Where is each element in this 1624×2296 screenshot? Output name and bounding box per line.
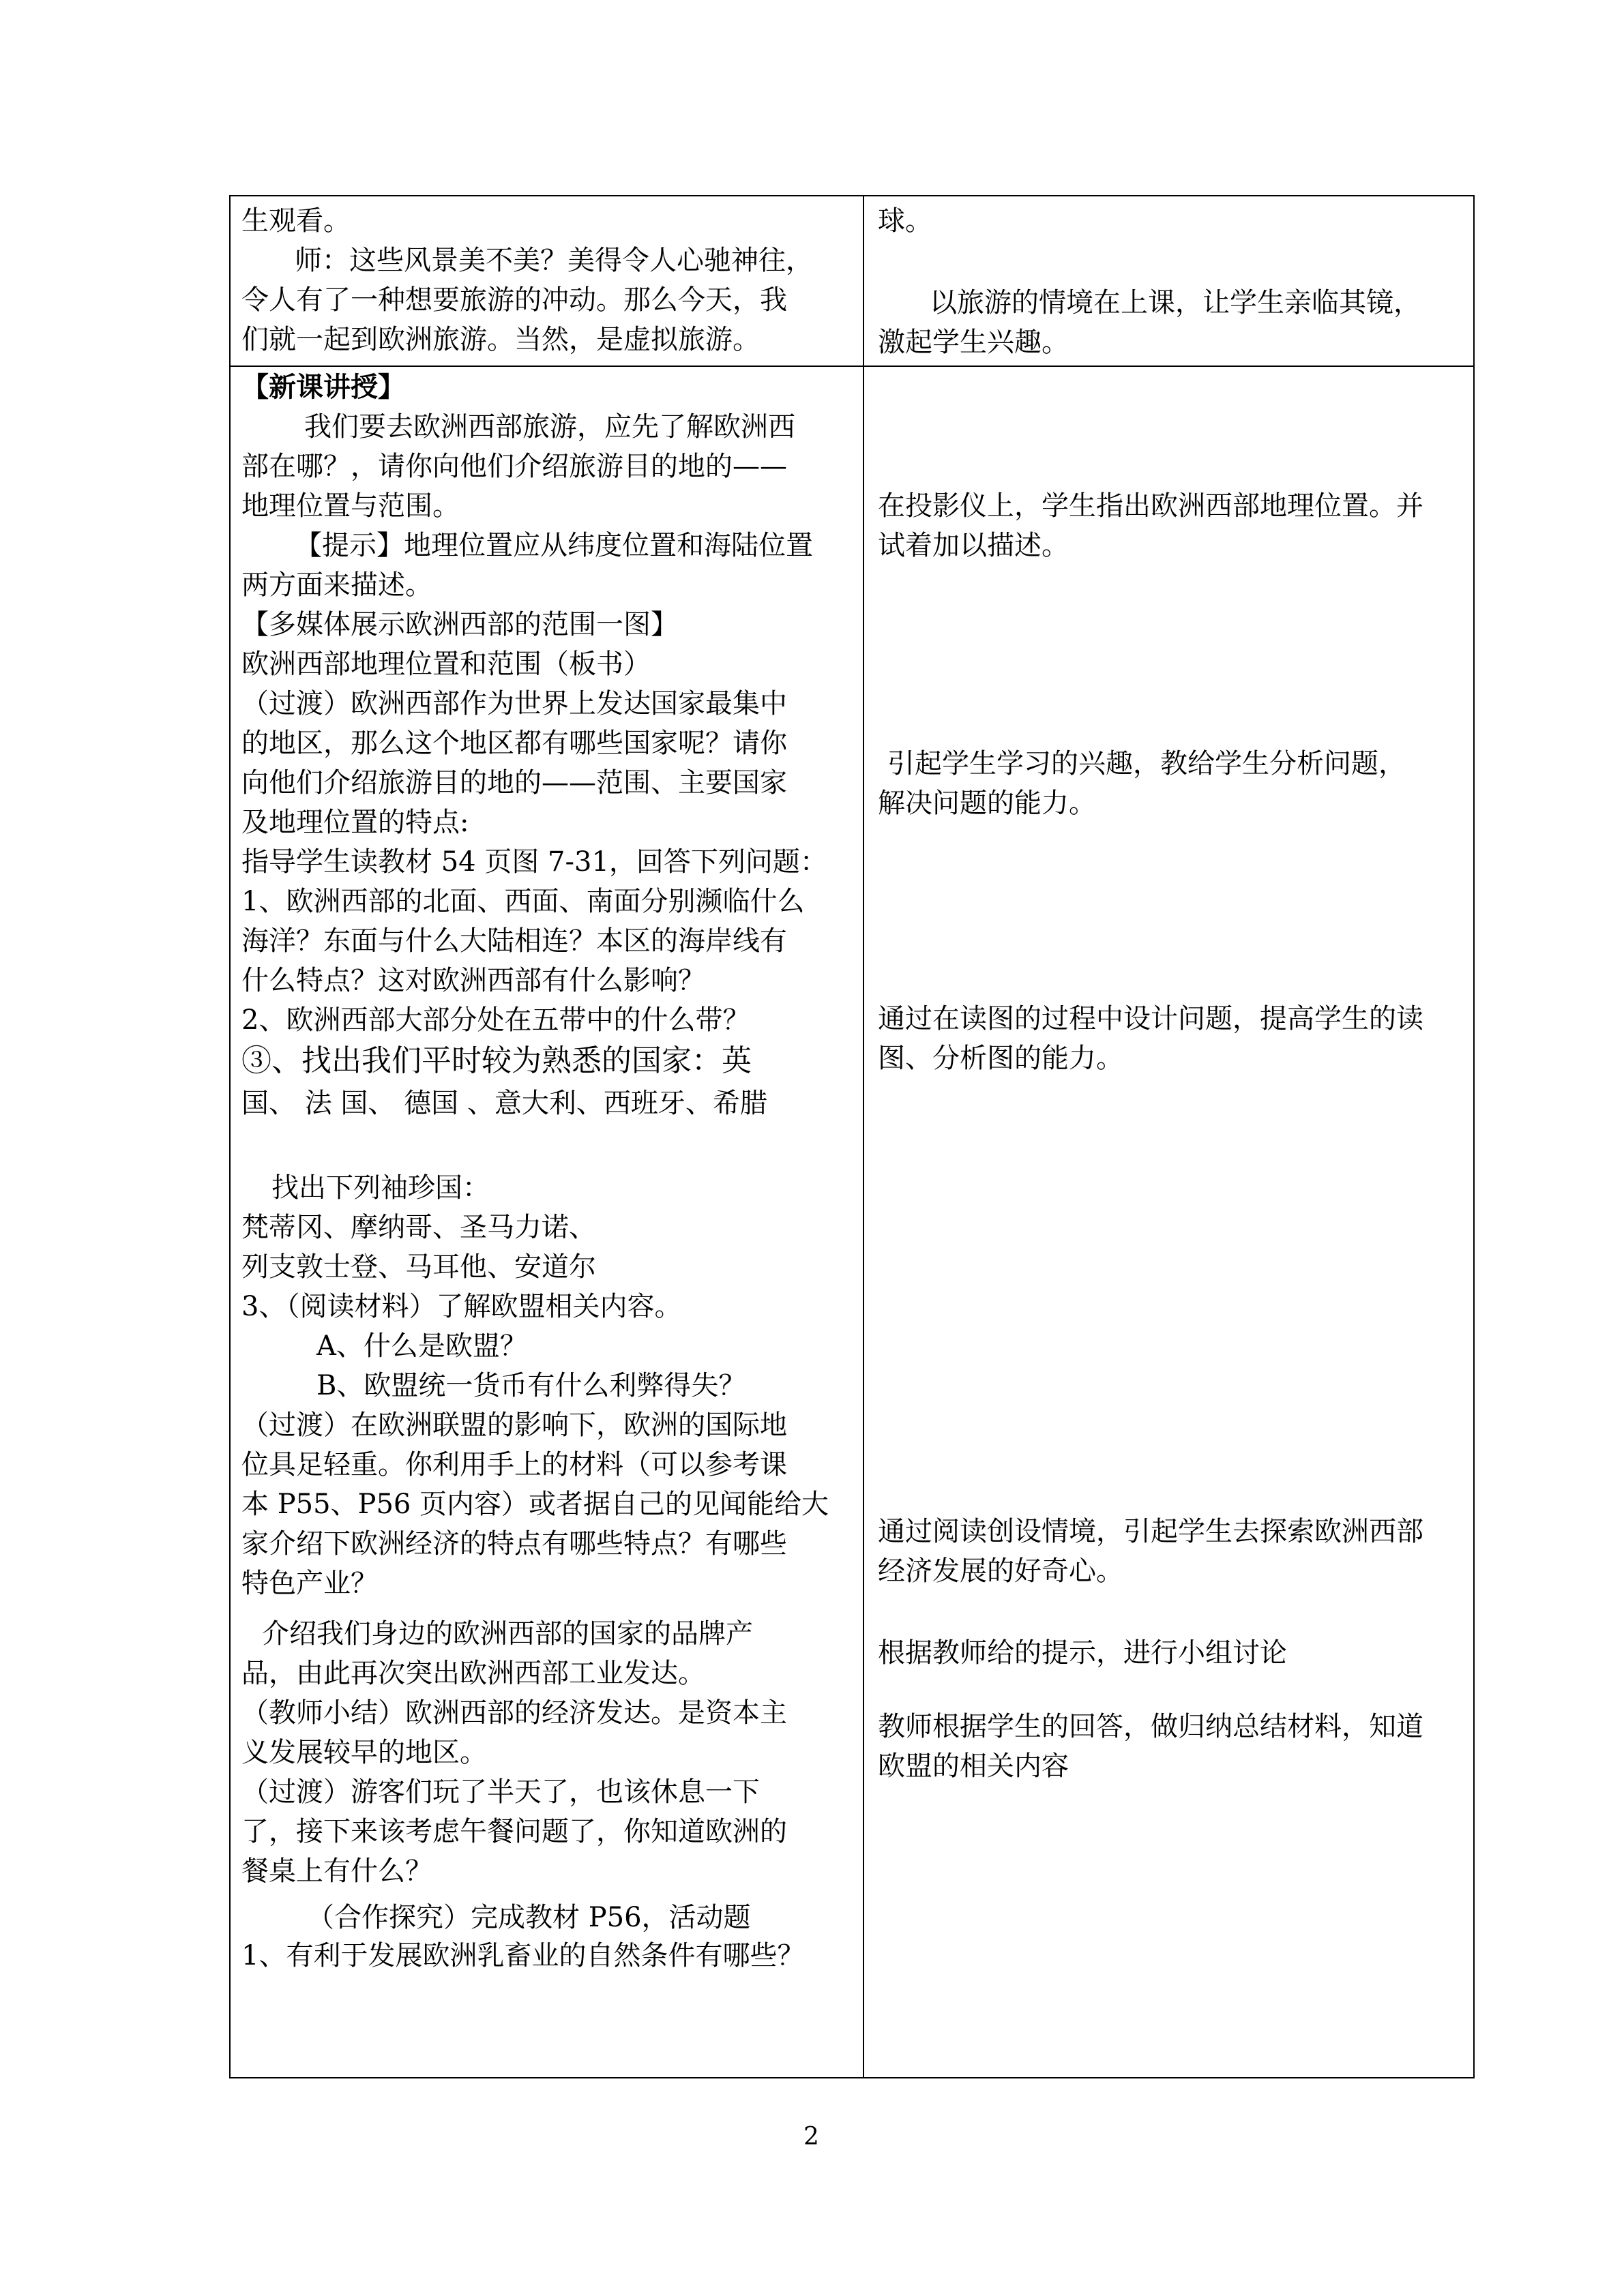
text-line: ③、找出我们平时较为熟悉的国家：英 (241, 1043, 752, 1078)
text-line: 及地理位置的特点: (241, 807, 469, 838)
text-line: 了，接下来该考虑午餐问题了，你知道欧洲的 (241, 1816, 787, 1847)
text-line: 3、（阅读材料）了解欧盟相关内容。 (241, 1291, 682, 1322)
section-heading: 【新课讲授】 (241, 371, 405, 403)
text-line: 餐桌上有什么？ (241, 1855, 432, 1887)
text-line: 两方面来描述。 (241, 569, 432, 601)
text-line: 向他们介绍旅游目的地的——范围、主要国家 (241, 767, 787, 799)
text-line: 列支敦士登、马耳他、安道尔 (241, 1251, 596, 1283)
text-line: （合作探究）完成教材 P56，活动题 (307, 1902, 751, 1933)
text-line: （过渡）游客们玩了半天了，也该休息一下 (241, 1776, 760, 1808)
text-line: 特色产业？ (241, 1568, 378, 1599)
text-line: 激起学生兴趣。 (878, 327, 1069, 358)
text-line: 师：这些风景美不美？美得令人心驰神往， (295, 245, 813, 276)
text-line: 地理位置与范围。 (241, 490, 460, 522)
text-line: （过渡）欧洲西部作为世界上发达国家最集中 (241, 688, 787, 719)
text-line: 1、有利于发展欧洲乳畜业的自然条件有哪些？ (241, 1940, 805, 1971)
text-line: 欧盟的相关内容 (878, 1750, 1069, 1782)
text-line: 试着加以描述。 (878, 530, 1069, 561)
text-line: 介绍我们身边的欧洲西部的国家的品牌产 (262, 1618, 753, 1650)
text-line: 解决问题的能力。 (878, 788, 1096, 819)
text-line: A、什么是欧盟？ (316, 1330, 527, 1362)
text-line: 球。 (878, 205, 932, 237)
text-line: 什么特点？这对欧洲西部有什么影响？ (241, 965, 705, 996)
text-line: 教师根据学生的回答，做归纳总结材料，知道 (878, 1711, 1423, 1742)
text-line: 家介绍下欧洲经济的特点有哪些特点？有哪些 (241, 1528, 787, 1560)
text-line: 经济发展的好奇心。 (878, 1555, 1123, 1587)
text-line: 【多媒体展示欧洲西部的范围一图】 (241, 609, 678, 640)
text-line: 国、 法 国、 德国 、意大利、西班牙、希腊 (241, 1088, 767, 1119)
text-line: 找出下列袖珍国： (271, 1172, 490, 1204)
text-line: 引起学生学习的兴趣，教给学生分析问题， (887, 748, 1406, 779)
text-line: 指导学生读教材 54 页图 7-31，回答下列问题： (241, 846, 827, 878)
text-line: 我们要去欧洲西部旅游，应先了解欧洲西 (304, 411, 795, 443)
text-line: 海洋？东面与什么大陆相连？本区的海岸线有 (241, 925, 787, 957)
text-line: 的地区，那么这个地区都有哪些国家呢？请你 (241, 728, 787, 759)
text-line: 生观看。 (241, 205, 351, 237)
intent-cell (863, 366, 1474, 2078)
intent-cell (863, 196, 1474, 366)
text-line: 【提示】地理位置应从纬度位置和海陆位置 (295, 530, 813, 561)
activity-cell (230, 196, 863, 366)
text-line: （教师小结）欧洲西部的经济发达。是资本主 (241, 1697, 787, 1729)
text-line: 义发展较早的地区。 (241, 1737, 487, 1768)
text-line: 2、欧洲西部大部分处在五带中的什么带？ (241, 1004, 750, 1036)
table-row (230, 196, 1474, 366)
text-line: 位具足轻重。你利用手上的材料（可以参考课 (241, 1449, 787, 1480)
text-line: 在投影仪上，学生指出欧洲西部地理位置。并 (878, 490, 1423, 522)
text-line: 本 P55、P56 页内容）或者据自己的见闻能给大 (241, 1489, 829, 1520)
lesson-plan-table (229, 195, 1475, 2078)
text-line: 梵蒂冈、摩纳哥、圣马力诺、 (241, 1212, 596, 1243)
text-line: 通过在读图的过程中设计问题，提高学生的读 (878, 1003, 1423, 1034)
text-line: 令人有了一种想要旅游的冲动。那么今天，我 (241, 284, 787, 316)
table-row (230, 366, 1474, 2078)
text-line: 根据教师给的提示，进行小组讨论 (878, 1637, 1287, 1669)
text-line: 部在哪？，请你向他们介绍旅游目的地的—— (241, 451, 787, 482)
text-line: 1、欧洲西部的北面、西面、南面分别濒临什么 (241, 886, 805, 917)
activity-cell (230, 366, 863, 2078)
text-line: 们就一起到欧洲旅游。当然，是虚拟旅游。 (241, 324, 760, 355)
text-line: 图、分析图的能力。 (878, 1043, 1123, 1074)
page-number: 2 (803, 2123, 819, 2151)
text-line: B、欧盟统一货币有什么利弊得失？ (316, 1370, 746, 1401)
text-line: 以旅游的情境在上课，让学生亲临其镜， (930, 287, 1421, 318)
text-line: 通过阅读创设情境，引起学生去探索欧洲西部 (878, 1516, 1423, 1547)
text-line: （过渡）在欧洲联盟的影响下，欧洲的国际地 (241, 1410, 787, 1441)
text-line: 品，由此再次突出欧洲西部工业发达。 (241, 1658, 705, 1689)
text-line: 欧洲西部地理位置和范围（板书） (241, 648, 651, 680)
